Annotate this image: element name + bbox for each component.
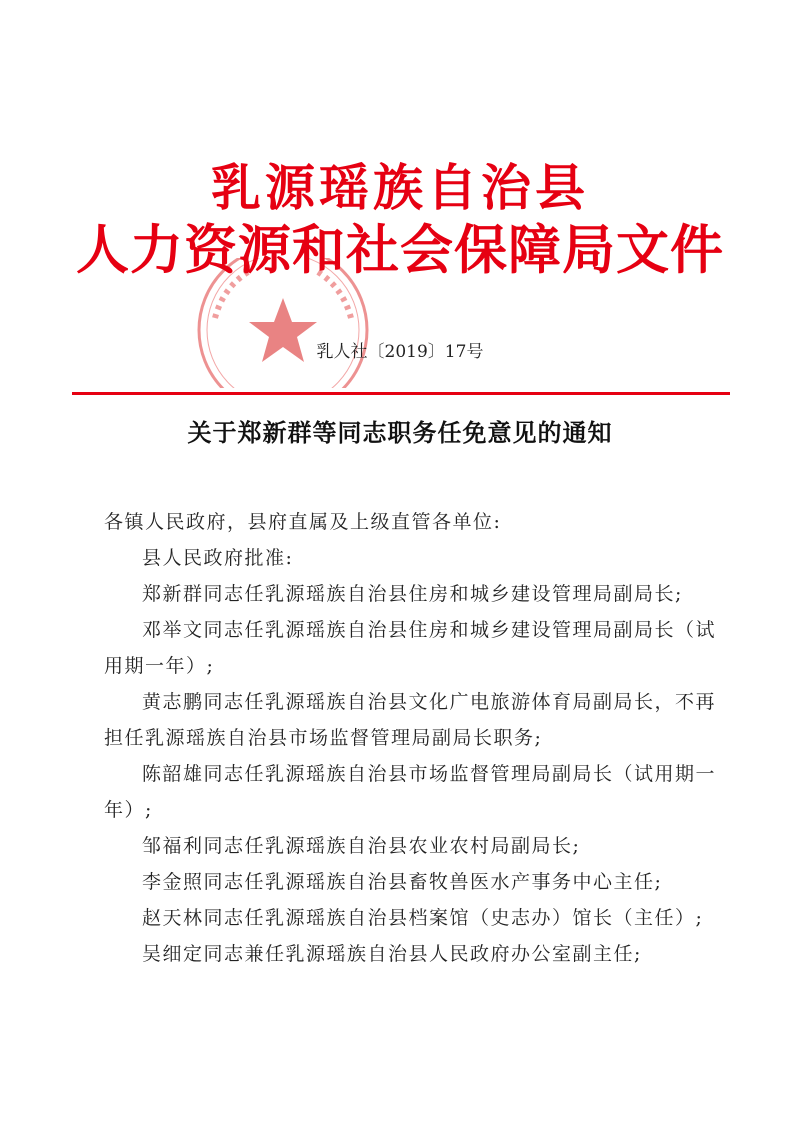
body-paragraph: 陈韶雄同志任乳源瑶族自治县市场监督管理局副局长（试用期一年）;: [104, 763, 717, 821]
body-paragraph: 吴细定同志兼任乳源瑶族自治县人民政府办公室副主任;: [142, 943, 642, 965]
document-title: 关于郑新群等同志职务任免意见的通知: [187, 418, 613, 447]
document-number: 乳人社〔2019〕17号: [316, 342, 484, 362]
red-divider: [72, 392, 730, 395]
body-paragraph: 邓举文同志任乳源瑶族自治县住房和城乡建设管理局副局长（试用期一年）;: [104, 619, 717, 677]
body-paragraph: 李金照同志任乳源瑶族自治县畜牧兽医水产事务中心主任;: [142, 871, 663, 893]
issuing-org-line2: 人力资源和社会保障局文件: [76, 220, 724, 281]
body-paragraph: 县人民政府批准:: [142, 547, 294, 569]
body-paragraph: 郑新群同志任乳源瑶族自治县住房和城乡建设管理局副局长;: [142, 583, 683, 605]
salutation: 各镇人民政府，县府直属及上级直管各单位:: [104, 511, 502, 533]
body-paragraph: 邹福利同志任乳源瑶族自治县农业农村局副局长;: [142, 835, 581, 857]
issuing-org-line1: 乳源瑶族自治县: [211, 159, 589, 217]
body-paragraph: 黄志鹏同志任乳源瑶族自治县文化广电旅游体育局副局长，不再担任乳源瑶族自治县市场监督管理局副局长职务;: [104, 691, 717, 749]
document-body: [104, 504, 716, 972]
body-paragraph: 赵天林同志任乳源瑶族自治县档案馆（史志办）馆长（主任）;: [142, 907, 704, 929]
